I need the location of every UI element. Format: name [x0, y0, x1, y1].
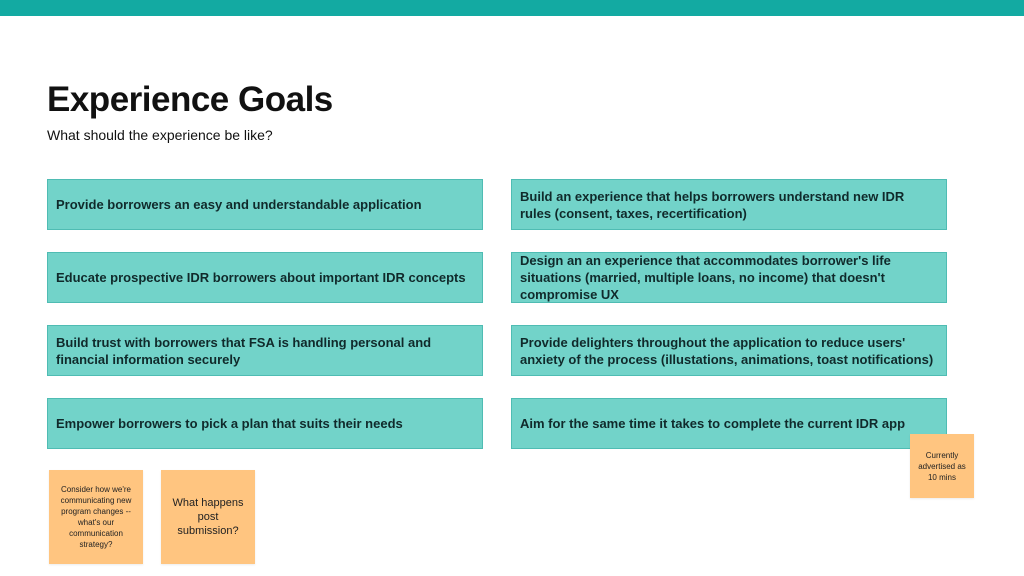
goal-card-delighters: Provide delighters throughout the application to reduce users' anxiety of the process (illustations, animations, toast notifications)	[511, 325, 947, 376]
goal-card-easy-application: Provide borrowers an easy and understandable application	[47, 179, 483, 230]
goal-card-understand-rules: Build an experience that helps borrowers understand new IDR rules (consent, taxes, recertification)	[511, 179, 947, 230]
sticky-note-communication-strategy: Consider how we're communicating new program changes --what's our communication strategy?	[49, 470, 143, 564]
page-subtitle: What should the experience be like?	[47, 127, 273, 143]
goal-card-life-situations: Design an an experience that accommodates borrower's life situations (married, multiple loans, no income) that doesn't compromise UX	[511, 252, 947, 303]
accent-bar	[0, 0, 1024, 16]
goal-card-completion-time: Aim for the same time it takes to complete the current IDR app	[511, 398, 947, 449]
page-title: Experience Goals	[47, 80, 333, 119]
sticky-note-advertised-time: Currently advertised as 10 mins	[910, 434, 974, 498]
goal-card-educate-borrowers: Educate prospective IDR borrowers about important IDR concepts	[47, 252, 483, 303]
sticky-note-post-submission: What happens post submission?	[161, 470, 255, 564]
goal-card-build-trust: Build trust with borrowers that FSA is handling personal and financial information securely	[47, 325, 483, 376]
goal-card-pick-plan: Empower borrowers to pick a plan that suits their needs	[47, 398, 483, 449]
